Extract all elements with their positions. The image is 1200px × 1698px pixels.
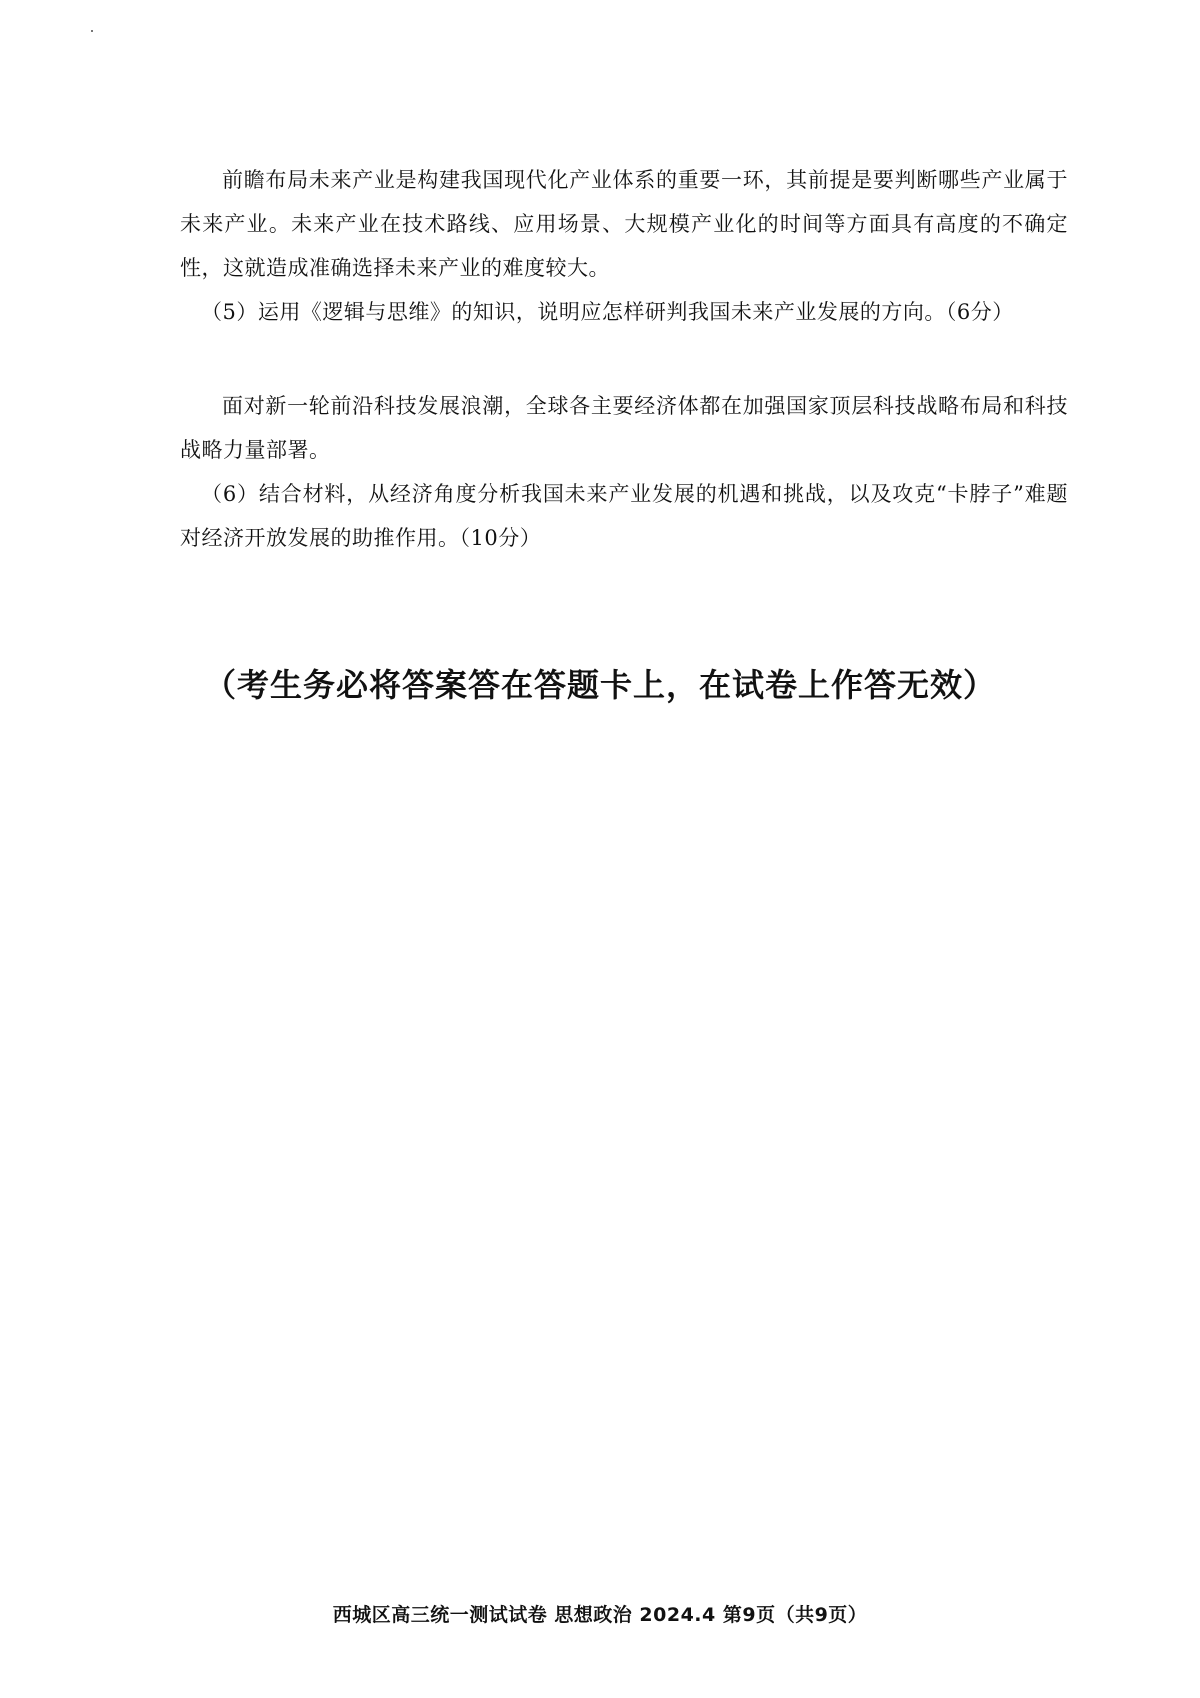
material-paragraph: 前瞻布局未来产业是构建我国现代化产业体系的重要一环，其前提是要判断哪些产业属于未来产业。未来产业在技术路线、应用场景、大规模产业化的时间等方面具有高度的不确定性，这就造成准确选择未来产业的难度较大。	[180, 168, 1068, 280]
question-5: （5）运用《逻辑与思维》的知识，说明应怎样研判我国未来产业发展的方向。（6分）	[201, 300, 1014, 324]
question-content	[180, 158, 1068, 560]
question-block-6	[180, 384, 1068, 560]
material-paragraph: 面对新一轮前沿科技发展浪潮，全球各主要经济体都在加强国家顶层科技战略布局和科技战略力量部署。	[180, 394, 1068, 462]
answer-notice: （考生务必将答案答在答题卡上，在试卷上作答无效）	[203, 666, 996, 704]
page-footer: 西城区高三统一测试试卷 思想政治 2024.4 第9页（共9页）	[332, 1604, 868, 1626]
question-6: （6）结合材料，从经济角度分析我国未来产业发展的机遇和挑战，以及攻克“卡脖子”难题对经济开放发展的助推作用。（10分）	[180, 482, 1068, 550]
scan-speck	[91, 30, 93, 32]
question-block-5	[180, 158, 1068, 334]
